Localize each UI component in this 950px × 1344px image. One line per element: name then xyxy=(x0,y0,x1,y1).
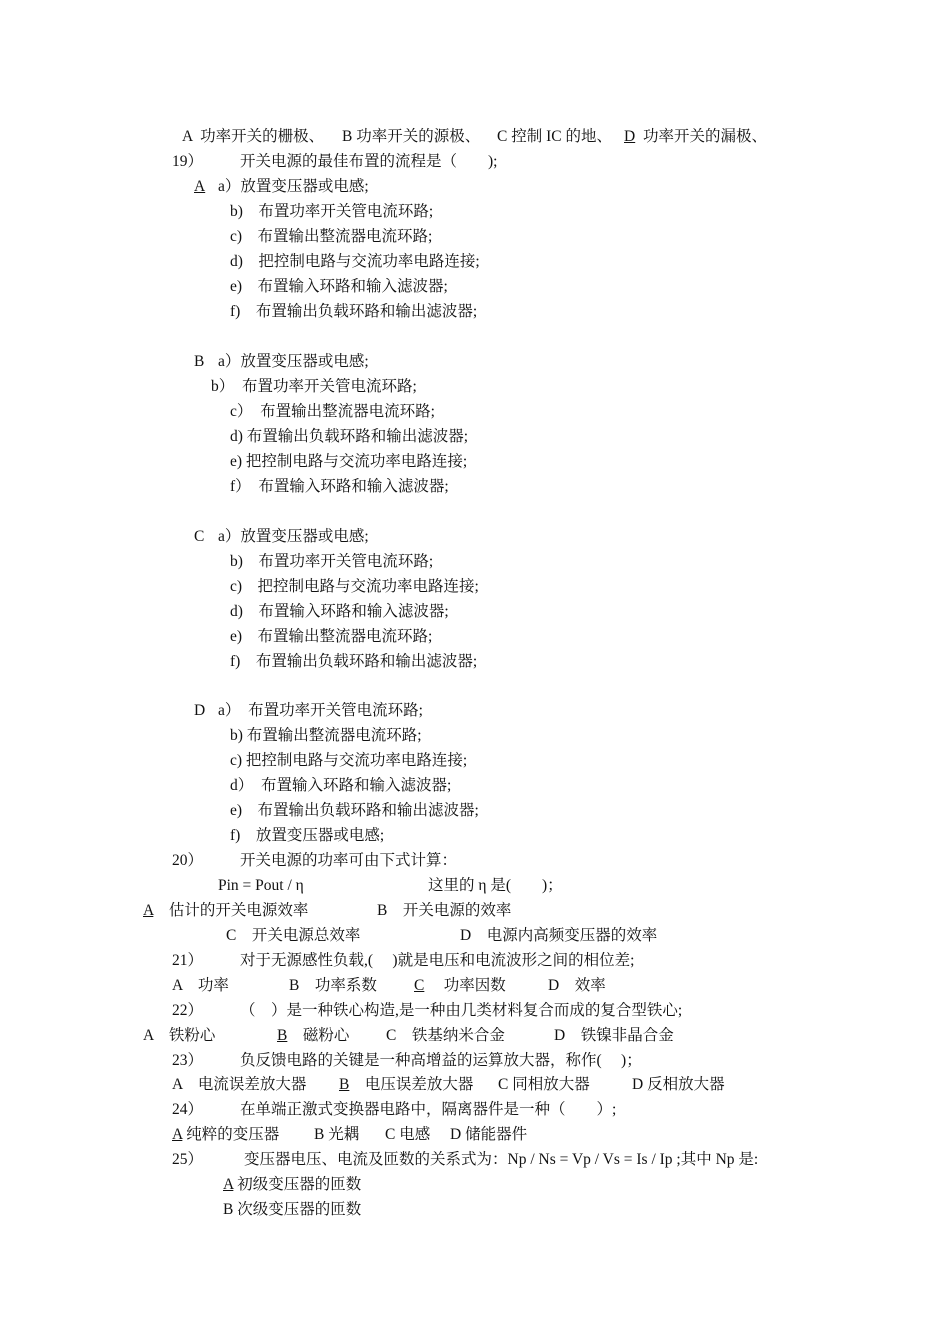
question-number: 20） xyxy=(172,852,204,869)
formula: Pin = Pout / η xyxy=(218,877,304,894)
option-step: b) 布置功率开关管电流环路; xyxy=(230,203,434,220)
question-stem: 开关电源的功率可由下式计算： xyxy=(240,852,458,869)
option-letter: A xyxy=(182,128,193,145)
option-step: d) 布置输出负载环路和输出滤波器; xyxy=(230,428,469,445)
option-text: 估计的开关电源效率 xyxy=(168,902,309,919)
q18-option-d xyxy=(624,127,767,147)
option-text: 功率因数 xyxy=(443,977,506,994)
option-c: C 同相放大器 xyxy=(498,1076,590,1093)
option-text: 磁粉心 xyxy=(302,1027,350,1044)
option-a: A 电流误差放大器 xyxy=(172,1076,307,1093)
option-step: d) 把控制电路与交流功率电路连接; xyxy=(230,253,480,270)
option-d: D 储能器件 xyxy=(450,1126,528,1143)
option-step: c) 布置输出整流器电流环路; xyxy=(230,228,433,245)
question-stem: 对于无源感性负载,( )就是电压和电流波形之间的相位差; xyxy=(240,952,635,969)
option-text: 功率开关的栅极、 xyxy=(200,128,325,145)
option-b: B 次级变压器的匝数 xyxy=(223,1201,362,1218)
answer-option-b xyxy=(339,1075,473,1095)
option-text: 功率开关的漏极、 xyxy=(642,128,767,145)
option-d: D 反相放大器 xyxy=(632,1076,725,1093)
question-stem: 在单端正激式变换器电路中，隔离器件是一种（ ）; xyxy=(240,1101,617,1118)
option-a: A 功率 xyxy=(172,977,229,994)
question-stem: 负反馈电路的关键是一种高增益的运算放大器，称作( )； xyxy=(240,1052,642,1069)
question-stem: 开关电源的最佳布置的流程是（ ); xyxy=(240,153,498,170)
answer-letter: A xyxy=(194,178,206,195)
option-b: B 光耦 xyxy=(314,1126,360,1143)
answer-letter: A xyxy=(172,1126,183,1143)
option-step: e) 布置输入环路和输入滤波器; xyxy=(230,278,448,295)
answer-letter: A xyxy=(143,902,154,919)
answer-letter: B xyxy=(339,1076,350,1093)
option-step: a） 布置功率开关管电流环路; xyxy=(218,702,423,719)
option-step: f) 布置输出负载环路和输出滤波器; xyxy=(230,653,478,670)
answer-option-a xyxy=(223,1175,361,1195)
option-step: c) 把控制电路与交流功率电路连接; xyxy=(230,752,468,769)
option-step: b) 布置输出整流器电流环路; xyxy=(230,727,422,744)
option-step: b) 布置功率开关管电流环路; xyxy=(230,553,434,570)
option-step: b） 布置功率开关管电流环路; xyxy=(211,378,417,395)
option-text: 电压误差放大器 xyxy=(364,1076,474,1093)
option-a: A 铁粉心 xyxy=(143,1027,216,1044)
option-step: e) 布置输出负载环路和输出滤波器; xyxy=(230,802,479,819)
option-letter: D xyxy=(194,702,206,719)
option-step: f) 布置输出负载环路和输出滤波器; xyxy=(230,303,478,320)
option-b: B 功率系数 xyxy=(289,977,377,994)
option-step: a）放置变压器或电感; xyxy=(218,178,369,195)
option-c: C 开关电源总效率 xyxy=(226,927,361,944)
option-step: a）放置变压器或电感; xyxy=(218,353,369,370)
question-number: 24） xyxy=(172,1101,204,1118)
question-number: 22） xyxy=(172,1002,204,1019)
q18-option-c: C 控制 IC 的地、 xyxy=(497,128,612,145)
option-c: C 电感 xyxy=(385,1126,431,1143)
option-d: D 效率 xyxy=(548,977,606,994)
answer-letter: B xyxy=(277,1027,288,1044)
question-stem: 变压器电压、电流及匝数的关系式为：Np / Ns = Vp / Vs = Is / Ip ;其中 Np 是: xyxy=(244,1151,759,1168)
option-c: C 铁基纳米合金 xyxy=(386,1027,505,1044)
q18-option-a xyxy=(182,127,324,147)
answer-letter: C xyxy=(414,977,425,994)
option-step: d) 布置输入环路和输入滤波器; xyxy=(230,603,449,620)
option-step: d） 布置输入环路和输入滤波器; xyxy=(230,777,452,794)
question-number: 21） xyxy=(172,952,204,969)
answer-option-a xyxy=(143,901,308,921)
answer-letter: D xyxy=(624,128,636,145)
answer-option-a xyxy=(172,1125,279,1145)
question-number: 25） xyxy=(172,1151,204,1168)
option-step: f） 布置输入环路和输入滤波器; xyxy=(230,478,449,495)
answer-option-c xyxy=(414,976,506,996)
option-b: B 开关电源的效率 xyxy=(377,902,512,919)
option-step: f) 放置变压器或电感; xyxy=(230,827,385,844)
question-number: 19） xyxy=(172,153,204,170)
answer-option-b xyxy=(277,1026,349,1046)
option-step: a）放置变压器或电感; xyxy=(218,528,369,545)
formula-note: 这里的 η 是( )； xyxy=(428,877,563,894)
option-step: e) 布置输出整流器电流环路; xyxy=(230,628,433,645)
option-letter: B xyxy=(194,353,205,370)
option-text: 初级变压器的匝数 xyxy=(237,1176,362,1193)
q18-option-b: B 功率开关的源极、 xyxy=(342,128,481,145)
question-stem: （ ）是一种铁心构造,是一种由几类材料复合而成的复合型铁心; xyxy=(240,1002,683,1019)
option-step: c） 布置输出整流器电流环路; xyxy=(230,403,435,420)
option-d: D 铁镍非晶合金 xyxy=(554,1027,674,1044)
option-text: 纯粹的变压器 xyxy=(186,1126,280,1143)
question-number: 23） xyxy=(172,1052,204,1069)
option-d: D 电源内高频变压器的效率 xyxy=(460,927,658,944)
option-letter: C xyxy=(194,528,205,545)
option-step: c) 把控制电路与交流功率电路连接; xyxy=(230,578,479,595)
option-step: e) 把控制电路与交流功率电路连接; xyxy=(230,453,468,470)
answer-letter: A xyxy=(223,1176,234,1193)
